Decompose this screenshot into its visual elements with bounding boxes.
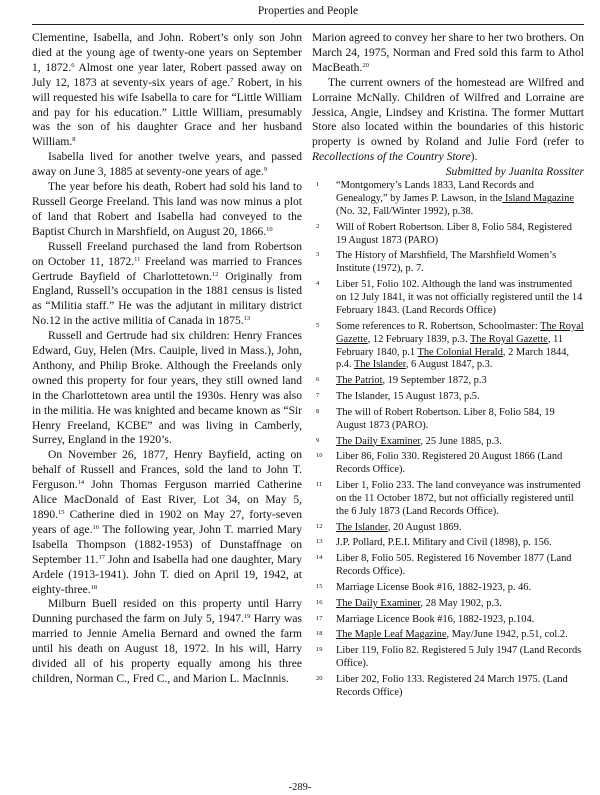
- paragraph: Marion agreed to convey her share to her two brothers. On March 24, 1975, Norman and Fred sold this farm to Athol MacBeath.$^{20}$: [312, 32, 584, 74]
- footnote-number: 13: [316, 538, 323, 546]
- page-footer: [0, 781, 600, 795]
- footnote-number: 18: [316, 630, 323, 638]
- footnote: 4 Liber 51, Folio 102. Although the land was instrumented on 12 July 1841, it was not officially registered until the 14 February 1843. (Land Records Office): [316, 279, 583, 316]
- footnote-ref: 9: [263, 166, 268, 174]
- footnote-number: 15: [316, 582, 323, 590]
- footnote-number: 5: [316, 321, 320, 329]
- footnote: 11 Liber 1, Folio 233. The land conveyance was instrumented on the 11 October 1872, but not officially registered until the 6 July 1873 (Land Records Office).: [316, 480, 581, 517]
- paragraph: Russell and Gertrude had six children: Henry Frances Edward, Guy, Helen (Mrs. Cauiple, lived in Mass.), John, Anthony, and Philip Broke. Although the Freelands only owned this property for four years, they still owned land in the Charlottetown area until the 1930s. Henry was also in the militia. He was knighted and became known as “Sir Henry Freeland, KCBE” and was living in Camberly, Surrey, England in the 1920’s.: [32, 330, 302, 447]
- footnote-number: 12: [316, 522, 323, 530]
- footnote-ref: 15: [57, 509, 65, 516]
- footnote-ref: 7: [230, 76, 234, 84]
- footnote-ref: 13: [243, 315, 251, 323]
- left-column: [32, 31, 302, 687]
- footnote-number: 11: [316, 481, 323, 488]
- footnote: 20 Liber 202, Folio 133. Registered 24 March 1975. (Land Records Office): [316, 673, 568, 698]
- footnote-ref: 11: [134, 255, 141, 263]
- footnote-number: 20: [316, 674, 323, 682]
- footnote-ref: 20: [362, 61, 369, 69]
- footnote-number: 6: [316, 376, 320, 384]
- footnote: 13 J.P. Pollard, P.E.I. Military and Civil (1898), p. 156.: [316, 537, 552, 549]
- footnote-number: 16: [316, 598, 323, 606]
- footnote: 19 Liber 119, Folio 82. Registered 5 July 1947 (Land Records Office).: [316, 645, 582, 669]
- footnote: 3 The History of Marshfield, The Marshfield Women’s Institute (1972), p. 7.: [316, 250, 557, 275]
- footnote-ref: 14: [77, 479, 85, 487]
- footnote: 17 Marriage Licence Book #16, 1882-1923, p.104.: [316, 613, 535, 625]
- footnote-number: 1: [316, 181, 320, 189]
- footnotes: [312, 180, 584, 700]
- footnote-number: 17: [316, 614, 323, 622]
- footnote-ref: 6: [71, 61, 75, 69]
- footnote-ref: 12: [211, 270, 219, 278]
- footnote: 1 “Montgomery’s Lands 1833, Land Records and Genealogy,” by James P. Lawson, in the Island Magazine (No. 32, Fall/Winter 1992), p.38.: [316, 180, 574, 217]
- paragraph: On November 26, 1877, Henry Bayfield, acting on behalf of Russell and Frances, sold the land to John T. Ferguson.$^{14}$ John Thomas Ferguson married Catherine Alice MacDonald of East River, Lot 34, on May 5, 1890.15 Catherine died in 1902 on May 27, forty-seven years of age.$^{16}$ The following year, John T. married Mary Isabella Thompson (1882-1953) of Dunstaffnage on September 11.17 John and Isabella had one daughter, Mary Ardele (1913-1941). John T. died on April 19, 1942, at eighty-three.$^{18}$: [32, 449, 302, 596]
- footnote: 8 The will of Robert Robertson. Liber 8, Folio 584, 19 August 1873 (PARO).: [316, 406, 555, 431]
- footnote: 16 The Daily Examiner, 28 May 1902, p.3.: [316, 597, 502, 609]
- paragraph: Isabella lived for another twelve years, and passed away on June 3, 1885 at seventy-one years of age.$^9$: [32, 151, 302, 179]
- paragraph: Clementine, Isabella, and John. Robert’s only son John died at the young age of twenty-one years on September 1, 1872.$^6$ Almost one year later, Robert passed away on July 12, 1873 at seventy-six years of age.$^7$ Robert, in his will requested his wife Isabella to care for “Little William and pay for his education.” Little William, presumably was the son of his daughter Grace and her husband William.$^8$: [32, 32, 302, 149]
- footnote: 7 The Islander, 15 August 1873, p.5.: [316, 391, 480, 402]
- footnote-number: 8: [316, 407, 320, 415]
- footnote: 12 The Islander, 20 August 1869.: [316, 521, 462, 533]
- footnote: 14 Liber 8, Folio 505. Registered 16 November 1877 (Land Records Office).: [316, 553, 572, 578]
- footnote-number: 10: [316, 452, 323, 460]
- footnote: 15 Marriage License Book #16, 1882-1923, p. 46.: [316, 581, 532, 593]
- signature: Submitted by Juanita Rossiter: [445, 166, 584, 179]
- footnote-number: 2: [316, 222, 320, 230]
- paragraph: Russell Freeland purchased the land from Robertson on October 11, 1872.11 Freeland was married to Frances Gertrude Bayfield of Charlottetown.$^{12}$ Originally from England, Russell’s occupation in the 1881 census is listed as “Militia staff.” He was the adjutant in military district No.12 in the active militia of Canada in 1875.13: [32, 240, 302, 328]
- footnote-number: 7: [316, 392, 320, 399]
- running-header: [32, 0, 584, 25]
- footnote-number: 14: [316, 554, 323, 562]
- footnote-number: 19: [316, 646, 323, 654]
- footnote: 6 The Patriot, 19 September 1872, p.3: [316, 375, 487, 387]
- header-title: Properties and People: [257, 5, 359, 17]
- page-number: -289-: [288, 782, 312, 793]
- footnote-ref: 10: [266, 225, 273, 233]
- footnote-ref: 18: [90, 583, 98, 591]
- footnote: 9 The Daily Examiner, 25 June 1885, p.3.: [316, 435, 502, 447]
- footnote: 5 Some references to R. Robertson, Schoolmaster: The Royal Gazette, 12 February 1839, p.3. The Royal Gazette, 11 February 1840, p.1 The Colonial Herald, 2 March 1844, p.4. The Islander, 6 August 1847, p.3.: [316, 320, 584, 371]
- paragraph: The current owners of the homestead are Wilfred and Lorraine McNally. Children of Wilfred and Lorraine are Jessica, Angie, Lindsey and Kristina. The former Muttart Store also located within the boundaries of this historic property is owned by Roland and Julie Ford (refer to Recollections of the Country Store).: [312, 76, 584, 164]
- footnote-ref: 19: [243, 613, 251, 621]
- footnote-ref: 8: [72, 136, 76, 144]
- paragraph: The year before his death, Robert had sold his land to Russell George Freeland. This land was now minus a plot of land that Robert and Isabella had conveyed to the Baptist Church in Marshfield, on August 20, 1866.10: [32, 181, 302, 238]
- footnote-number: 3: [316, 251, 320, 259]
- footnote: 18 The Maple Leaf Magazine, May/June 1942, p.51, col.2.: [316, 629, 568, 641]
- footnote-number: 9: [316, 436, 320, 444]
- footnote-ref: 16: [92, 523, 99, 531]
- footnote-ref: 17: [98, 553, 105, 561]
- footnote: 10 Liber 86, Folio 330. Registered 20 August 1866 (Land Records Office).: [316, 451, 563, 476]
- paragraph: Milburn Buell resided on this property until Harry Dunning purchased the farm on July 5, 1947.19 Harry was married to Jennie Amelia Bernard and owned the farm until his death on August 18, 1972. In his will, Harry divided all of his property equally among his three children, Norman C., Fred C., and Marion L. MacInnis.: [32, 598, 302, 685]
- footnote: 2 Will of Robert Robertson. Liber 8, Folio 584, Registered 19 August 1873 (PARO): [316, 221, 572, 246]
- footnote-number: 4: [316, 280, 320, 288]
- right-column: [312, 31, 584, 703]
